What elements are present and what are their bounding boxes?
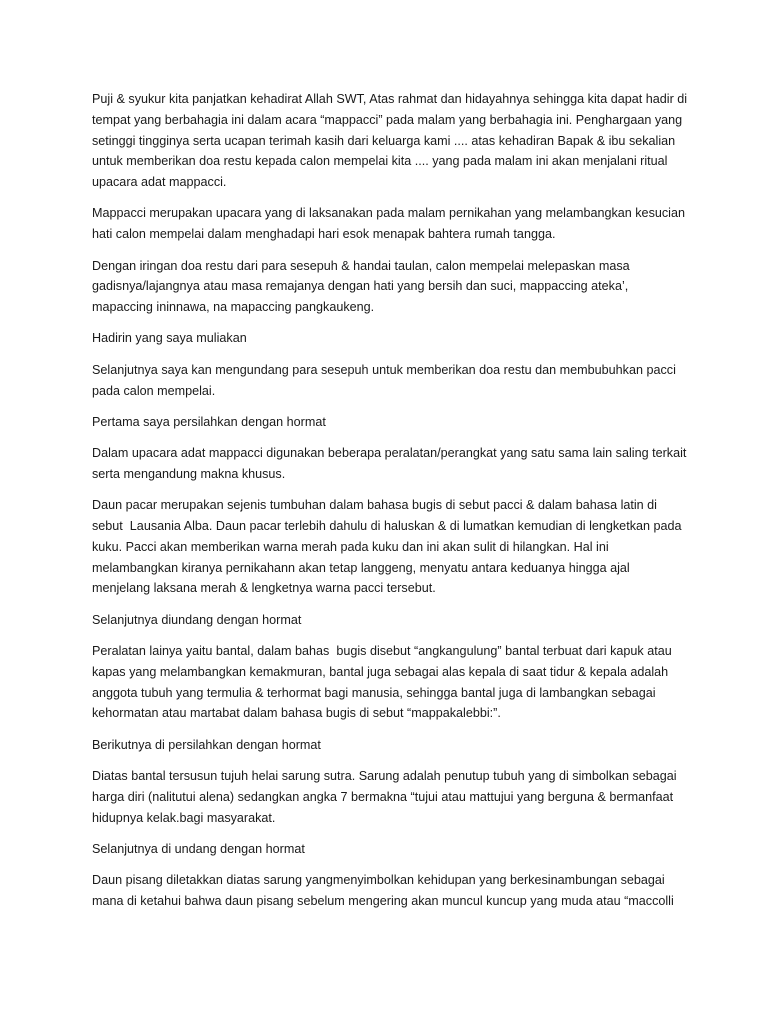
paragraph-address-audience: Hadirin yang saya muliakan xyxy=(92,331,247,346)
paragraph-daun-pisang: Daun pisang diletakkan diatas sarung yangmenyimbolkan kehidupan yang berkesinambungan sebagai mana di ketahui bahwa daun pisang sebelum mengering akan muncul kuncup yang muda atau “maccolli xyxy=(92,873,674,908)
paragraph-next-invite: Selanjutnya diundang dengan hormat xyxy=(92,612,302,627)
paragraph-daun-pacar: Daun pacar merupakan sejenis tumbuhan dalam bahasa bugis di sebut pacci & dalam bahasa latin di sebut Lausania Alba. Daun pacar terlebih dahulu di haluskan & di lumatkan kemudian di lengketkan pada kuku. Pacci akan memberikan warna merah pada kuku dan ini akan sulit di hilangkan. Hal ini melambangkan kiranya pernikahann akan tetap langgeng, menyatu antara keduanya hingga ajal menjelang laksana merah & lengketnya warna pacci tersebut. xyxy=(92,498,686,596)
paragraph-following-invite: Berikutnya di persilahkan dengan hormat xyxy=(92,737,321,752)
paragraph-mappacci-definition: Mappacci merupakan upacara yang di laksanakan pada malam pernikahan yang melambangkan kesucian hati calon mempelai dalam menghadapi hari esok menapak bahtera rumah tangga. xyxy=(92,206,689,242)
paragraph-opening-greeting: Puji & syukur kita panjatkan kehadirat Allah SWT, Atas rahmat dan hidayahnya sehingga kita dapat hadir di tempat yang berbahagia ini dalam acara “mappacci” pada malam yang berbahagia ini. Penghargaan yang setinggi tingginya serta ucapan terimah kasih dari keluarga kami .... atas kehadiran Bapak & ibu sekalian untuk memberikan doa restu kepada calon mempelai kita .... yang pada malam ini akan menjalani ritual upacara adat mappacci. xyxy=(92,92,691,190)
paragraph-invite-elders: Selanjutnya saya kan mengundang para sesepuh untuk memberikan doa restu dan membubuhkan pacci pada calon mempelai. xyxy=(92,362,680,398)
paragraph-doa-restu: Dengan iringan doa restu dari para sesepuh & handai taulan, calon mempelai melepaskan masa gadisnya/lajangnya atau masa remajanya dengan hati yang bersih dan suci, mappaccing ateka’, mapaccing ininnawa, na mapaccing pangkaukeng. xyxy=(92,258,634,315)
document-body xyxy=(92,89,690,922)
paragraph-sarung-sutra: Diatas bantal tersusun tujuh helai sarung sutra. Sarung adalah penutup tubuh yang di simbolkan sebagai harga diri (nalitutui alena) sedangkan angka 7 bermakna “tujui atau mattujui yang berguna & bermanfaat hidupnya kelak.bagi masyarakat. xyxy=(92,769,681,825)
paragraph-equipment-intro: Dalam upacara adat mappacci digunakan beberapa peralatan/perangkat yang satu sama lain saling terkait serta mengandung makna khusus. xyxy=(92,446,690,481)
paragraph-another-invite: Selanjutnya di undang dengan hormat xyxy=(92,841,305,856)
paragraph-first-invite: Pertama saya persilahkan dengan hormat xyxy=(92,414,326,429)
paragraph-bantal: Peralatan lainya yaitu bantal, dalam bahas bugis disebut “angkangulung” bantal terbuat dari kapuk atau kapas yang melambangkan kemakmuran, bantal juga sebagai alas kepala di saat tidur & kepala adalah anggota tubuh yang termulia & terhormat bagi manusia, sehingga bantal juga di lambangkan sebagai kehormatan atau martabat dalam bahasa bugis di sebut “mappakalebbi:”. xyxy=(92,644,676,721)
